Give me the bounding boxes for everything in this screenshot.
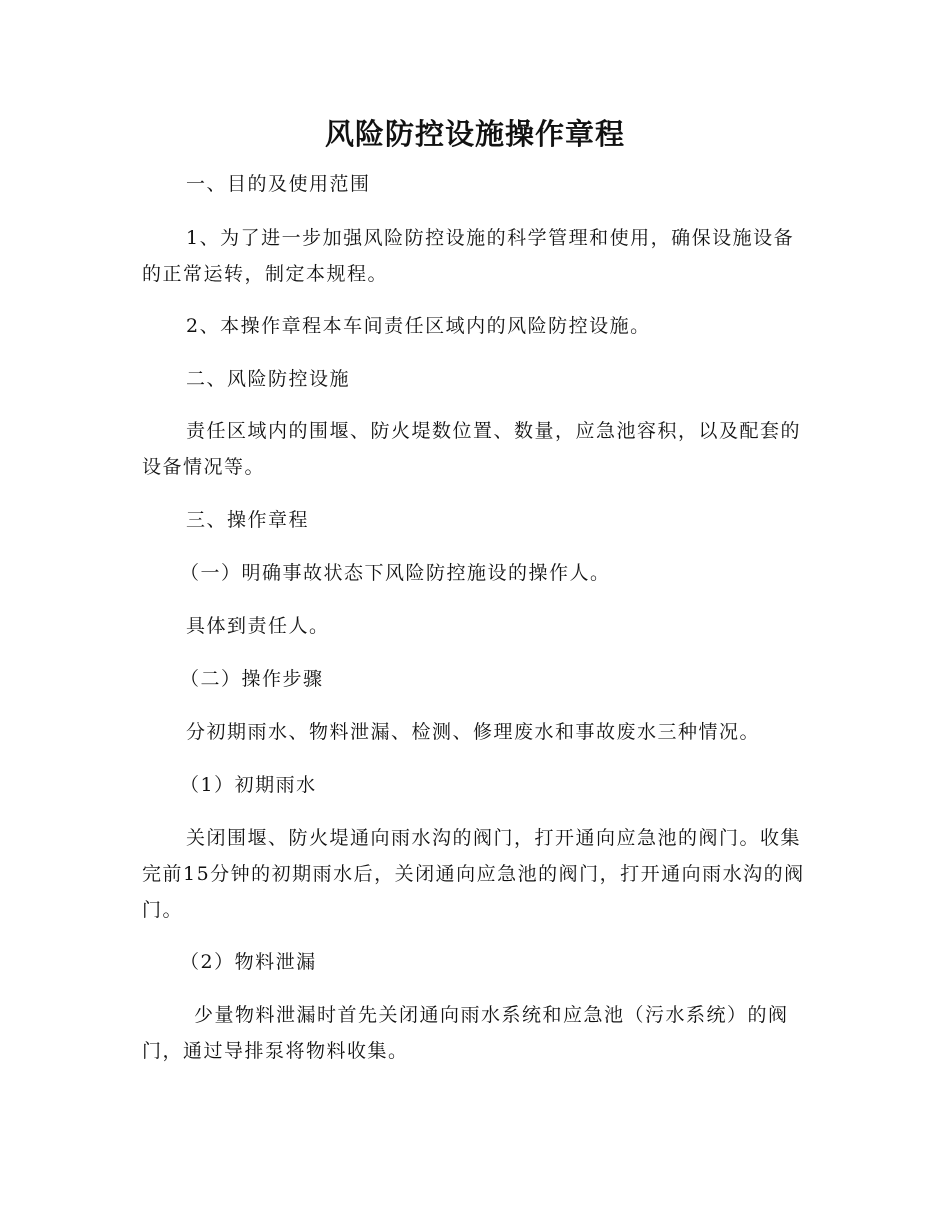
- document-title: 风险防控设施操作章程: [324, 117, 625, 151]
- paragraph-item-2: 2、本操作章程本车间责任区域内的风险防控设施。: [186, 315, 651, 337]
- section-heading-facilities: 二、风险防控设施: [186, 368, 351, 390]
- paragraph-material-leak: 少量物料泄漏时首先关闭通向雨水系统和应急池（污水系统）的阀门，通过导排泵将物料收集。: [142, 1004, 789, 1062]
- section-heading-purpose: 一、目的及使用范围: [186, 173, 371, 195]
- paragraph-operator: 具体到责任人。: [186, 615, 330, 637]
- subsection-heading-operator: （一）明确事故状态下风险防控施设的操作人。: [180, 562, 611, 584]
- subheading-initial-rainwater: （1）初期雨水: [180, 774, 317, 796]
- subheading-material-leak: （2）物料泄漏: [180, 951, 317, 973]
- paragraph-item-1: 1、为了进一步加强风险防控设施的科学管理和使用，确保设施设备的正常运转，制定本规程。: [142, 227, 795, 285]
- subsection-heading-steps: （二）操作步骤: [180, 668, 324, 690]
- paragraph-steps: 分初期雨水、物料泄漏、检测、修理废水和事故废水三种情况。: [186, 721, 761, 743]
- paragraph-initial-rainwater: 关闭围堰、防火堤通向雨水沟的阀门，打开通向应急池的阀门。收集完前15分钟的初期雨水后，关闭通向应急池的阀门，打开通向雨水沟的阀门。: [142, 827, 805, 921]
- paragraph-facilities: 责任区域内的围堰、防火堤数位置、数量，应急池容积，以及配套的设备情况等。: [142, 420, 802, 478]
- section-heading-procedures: 三、操作章程: [186, 509, 310, 531]
